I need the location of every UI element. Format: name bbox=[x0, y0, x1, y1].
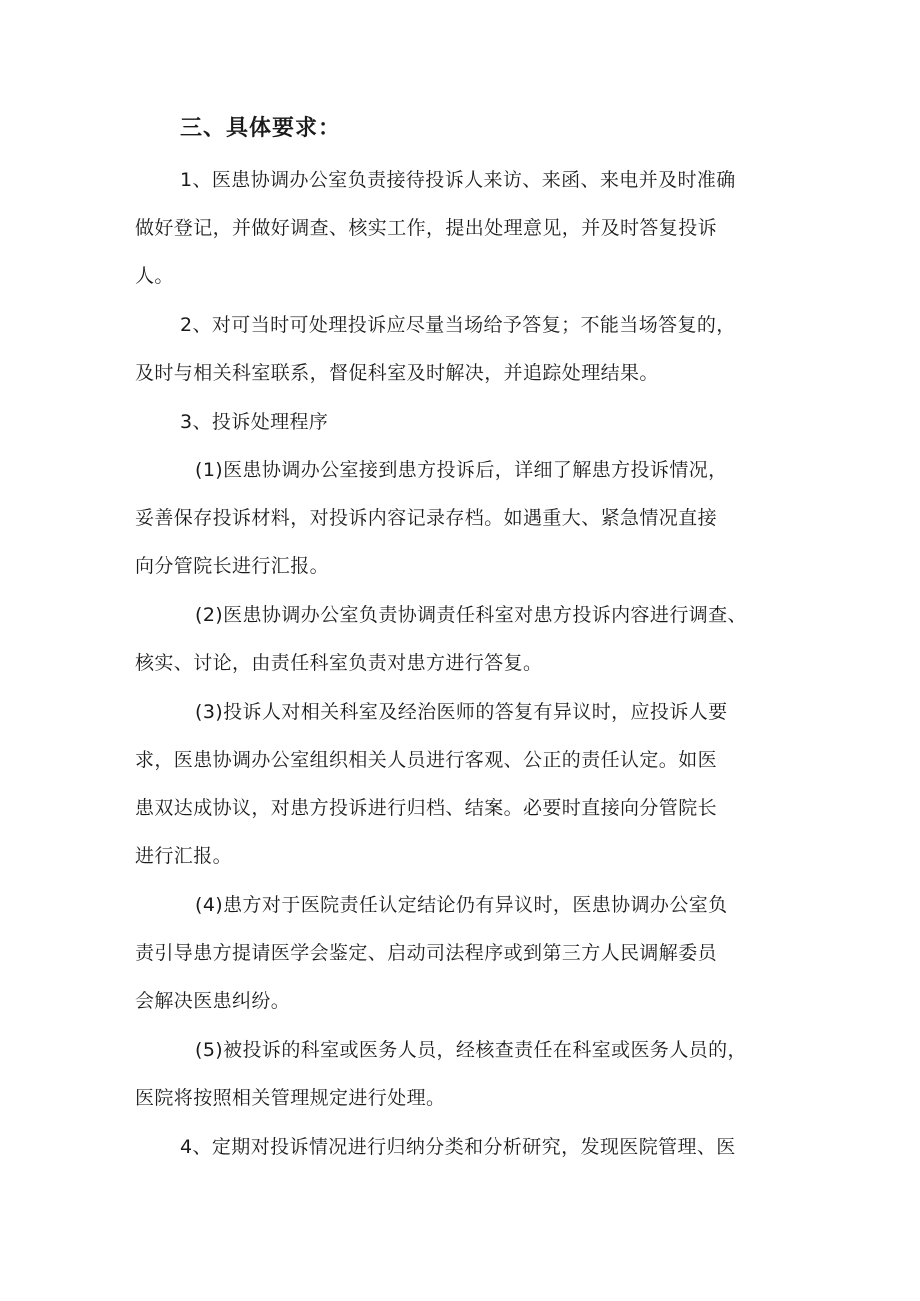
paragraph-line: 核实、讨论，由责任科室负责对患方进行答复。 bbox=[135, 652, 543, 674]
subsection-title: 3、投诉处理程序 bbox=[180, 411, 329, 433]
paragraph-line: 求，医患协调办公室组织相关人员进行客观、公正的责任认定。如医 bbox=[135, 749, 718, 771]
paragraph-line: 患双达成协议，对患方投诉进行归档、结案。必要时直接向分管院长 bbox=[135, 797, 718, 819]
paragraph-line: 妥善保存投诉材料，对投诉内容记录存档。如遇重大、紧急情况直接 bbox=[135, 507, 718, 529]
paragraph-line: (1)医患协调办公室接到患方投诉后，详细了解患方投诉情况， bbox=[195, 459, 728, 481]
paragraph-line: 医院将按照相关管理规定进行处理。 bbox=[135, 1087, 446, 1109]
paragraph-line: 2、对可当时可处理投诉应尽量当场给予答复；不能当场答复的， bbox=[180, 314, 736, 336]
section-heading: 三、具体要求： bbox=[180, 116, 342, 141]
paragraph-line: 1、医患协调办公室负责接待投诉人来访、来函、来电并及时准确 bbox=[180, 169, 736, 191]
paragraph-line: 向分管院长进行汇报。 bbox=[135, 555, 330, 577]
paragraph-line: (3)投诉人对相关科室及经治医师的答复有异议时，应投诉人要 bbox=[195, 701, 728, 723]
paragraph-line: 及时与相关科室联系，督促科室及时解决，并追踪处理结果。 bbox=[135, 362, 659, 384]
paragraph-line: 4、定期对投诉情况进行归纳分类和分析研究，发现医院管理、医 bbox=[180, 1136, 736, 1158]
paragraph-line: (2)医患协调办公室负责协调责任科室对患方投诉内容进行调查、 bbox=[195, 604, 747, 626]
paragraph-line: 做好登记，并做好调查、核实工作，提出处理意见，并及时答复投诉 bbox=[135, 217, 718, 239]
paragraph-line: 责引导患方提请医学会鉴定、启动司法程序或到第三方人民调解委员 bbox=[135, 942, 718, 964]
paragraph-line: 会解决医患纠纷。 bbox=[135, 990, 291, 1012]
paragraph-line: 进行汇报。 bbox=[135, 845, 233, 867]
paragraph-line: (4)患方对于医院责任认定结论仍有异议时，医患协调办公室负 bbox=[195, 894, 728, 916]
paragraph-line: (5)被投诉的科室或医务人员，经核查责任在科室或医务人员的， bbox=[195, 1039, 747, 1061]
paragraph-line: 人。 bbox=[135, 265, 174, 287]
